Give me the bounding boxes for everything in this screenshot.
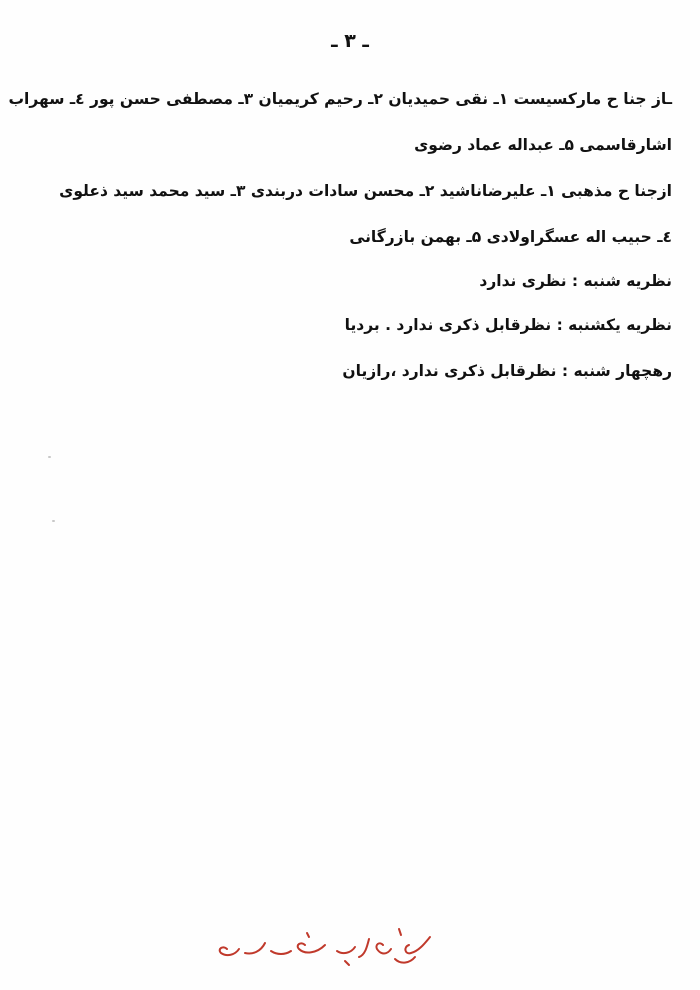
page-number: ـ ٣ ـ bbox=[331, 30, 369, 52]
text-line-6: نظریه یکشنبه : نظرقابل ذکری ندارد . بردیا bbox=[344, 316, 672, 334]
signature-drawing bbox=[205, 925, 445, 975]
handwritten-signature bbox=[205, 925, 445, 975]
text-line-7: رهچهار شنبه : نظرقابل ذکری ندارد ،رازیان bbox=[342, 362, 672, 380]
scan-speck bbox=[48, 456, 51, 458]
scan-speck bbox=[52, 520, 55, 522]
text-line-1: ـاز جنا ح مارکسیست ۱ـ نقی حمیدیان ۲ـ رحیم کریمیان ۳ـ مصطفی حسن پور ٤ـ سهراب bbox=[8, 90, 672, 108]
text-line-5: نظریه شنبه : نظری ندارد bbox=[479, 272, 672, 290]
text-line-2: اشارقاسمی ۵ـ عبداله عماد رضوی bbox=[414, 136, 672, 154]
text-line-4: ٤ـ حبیب اله عسگراولادی ۵ـ بهمن بازرگانی bbox=[349, 228, 672, 246]
text-line-3: ازجنا ح مذهبی ۱ـ علیرضاناشید ۲ـ محسن سادات دربندی ۳ـ سید محمد سید ذعلوی bbox=[59, 182, 672, 200]
